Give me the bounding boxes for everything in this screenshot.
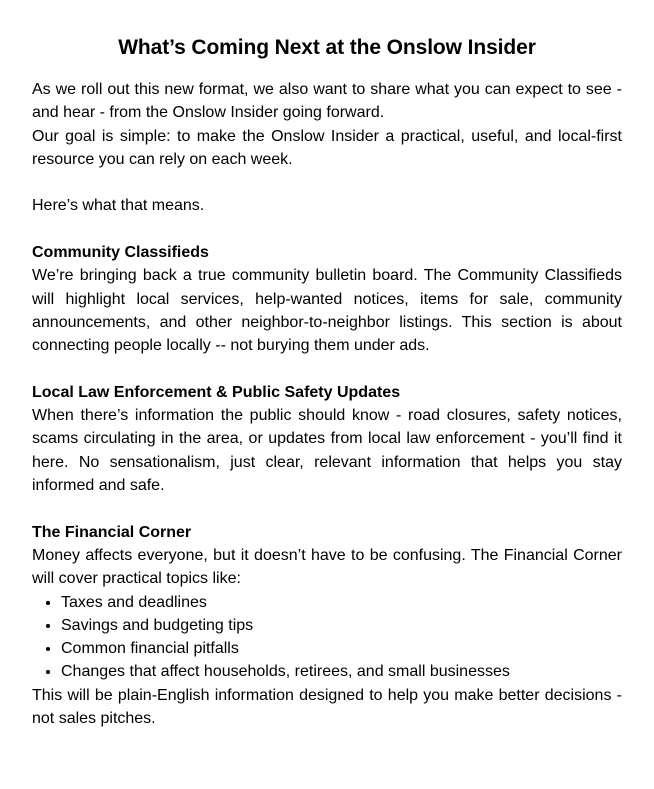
financial-closing: This will be plain-English information designed to help you make better decisions - not sales pitches. [32, 686, 622, 728]
public-safety-heading: Local Law Enforcement & Public Safety Updates [32, 383, 401, 401]
financial-body: Money affects everyone, but it doesn’t have to be confusing. The Financial Corner will cover practical topics like: [32, 546, 622, 588]
list-item: • Taxes and deadlines [61, 591, 622, 614]
public-safety-body: When there’s information the public should know - road closures, safety notices, scams circulating in the area, or updates from local law enforcement - you’ll find it here. No sensationalism, just clear, relevant information that helps you stay informed and safe. [32, 407, 622, 495]
classifieds-body: We’re bringing back a true community bulletin board. The Community Classifieds will highlight local services, help-wanted notices, items for sale, community announcements, and other neighbor-to-neighbor listings. This section is about connecting people locally -- not burying them under ads. [32, 267, 622, 355]
page-title: What’s Coming Next at the Onslow Insider [118, 36, 536, 59]
lead-in-paragraph: Here’s what that means. [32, 197, 205, 215]
article-body [32, 78, 622, 730]
list-item: • Common financial pitfalls [61, 637, 622, 660]
article [32, 34, 622, 730]
list-item: • Savings and budgeting tips [61, 614, 622, 637]
financial-topics-list [32, 591, 622, 684]
spacer [32, 171, 622, 194]
spacer [32, 218, 622, 241]
goal-paragraph: Our goal is simple: to make the Onslow Insider a practical, useful, and local-first resource you can rely on each week. [32, 127, 622, 168]
classifieds-heading: Community Classifieds [32, 244, 209, 262]
financial-heading: The Financial Corner [32, 523, 192, 541]
list-item: • Changes that affect households, retirees, and small businesses [61, 660, 622, 683]
spacer [32, 497, 622, 520]
intro-paragraph: As we roll out this new format, we also want to share what you can expect to see - and hear - from the Onslow Insider going forward. [32, 81, 622, 122]
spacer [32, 358, 622, 381]
